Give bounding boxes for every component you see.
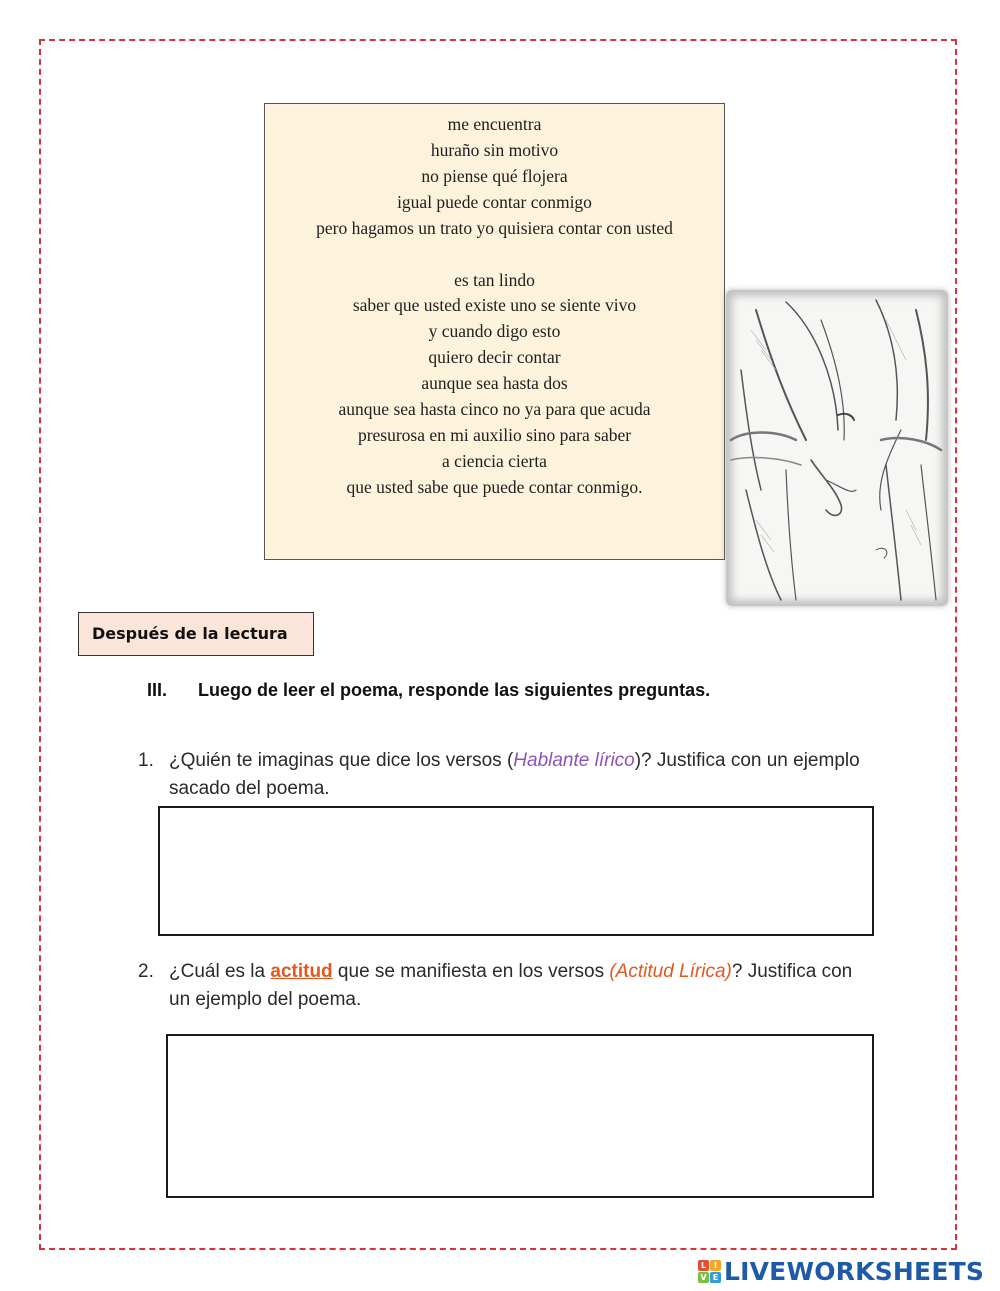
question-number: 2.	[138, 961, 154, 982]
question-number: 1.	[138, 750, 154, 771]
poem-line: igual puede contar conmigo	[397, 191, 592, 212]
question-2	[138, 958, 868, 1014]
logo-text: LIVEWORKSHEETS	[724, 1256, 985, 1286]
poem-line: me encuentra	[447, 114, 542, 134]
liveworksheets-logo[interactable]	[698, 1256, 984, 1286]
question-highlight: actitud	[270, 961, 333, 982]
poem-line: no piense qué flojera	[421, 165, 568, 186]
instruction-number: III.	[147, 680, 168, 700]
answer-box-1[interactable]	[158, 806, 874, 936]
holding-hands-sketch-icon	[726, 290, 948, 606]
logo-letter: E	[710, 1272, 721, 1283]
poem-line: huraño sin motivo	[430, 139, 559, 160]
poem-line: y cuando digo esto	[428, 321, 561, 342]
poem-line: aunque sea hasta dos	[421, 373, 568, 394]
question-highlight: Hablante lírico	[513, 750, 635, 771]
poem-box	[264, 103, 725, 560]
question-text	[169, 747, 868, 803]
poem-line: pero hagamos un trato yo quisiera contar con usted	[316, 217, 673, 238]
stanza-gap	[265, 242, 724, 268]
poem-line: saber que usted existe uno se siente vivo	[352, 295, 637, 316]
instruction	[147, 680, 710, 701]
question-text-part: ¿Quién te imaginas que dice los versos (	[169, 750, 514, 771]
logo-letter: I	[710, 1260, 721, 1271]
question-text-part: que se manifiesta en los versos	[332, 961, 610, 982]
answer-box-2[interactable]	[166, 1034, 874, 1198]
question-text-part: ¿Cuál es la	[169, 961, 271, 982]
poem-line: quiero decir contar	[428, 347, 561, 368]
question-highlight: (Actitud Lírica)	[609, 961, 732, 982]
logo-letter: L	[698, 1260, 709, 1271]
poem-line: es tan lindo	[454, 269, 535, 290]
logo-letter: V	[698, 1272, 709, 1283]
question-1	[138, 747, 868, 803]
question-text-part: ? Justifica con un ejemplo del poema.	[169, 961, 853, 1010]
poem-line: que usted sabe que puede contar conmigo.	[346, 476, 643, 497]
question-text-part: )? Justifica con un ejemplo sacado del poema.	[169, 750, 860, 799]
poem-line: aunque sea hasta cinco no ya para que acuda	[338, 399, 651, 420]
poem-line: presurosa en mi auxilio sino para saber	[357, 424, 632, 445]
question-text	[169, 958, 868, 1014]
logo-blocks-icon	[698, 1260, 721, 1283]
holding-hands-illustration	[726, 290, 948, 606]
section-label: Después de la lectura	[78, 612, 314, 656]
poem-line: a ciencia cierta	[442, 450, 547, 471]
instruction-text: Luego de leer el poema, responde las siguientes preguntas.	[198, 680, 711, 700]
